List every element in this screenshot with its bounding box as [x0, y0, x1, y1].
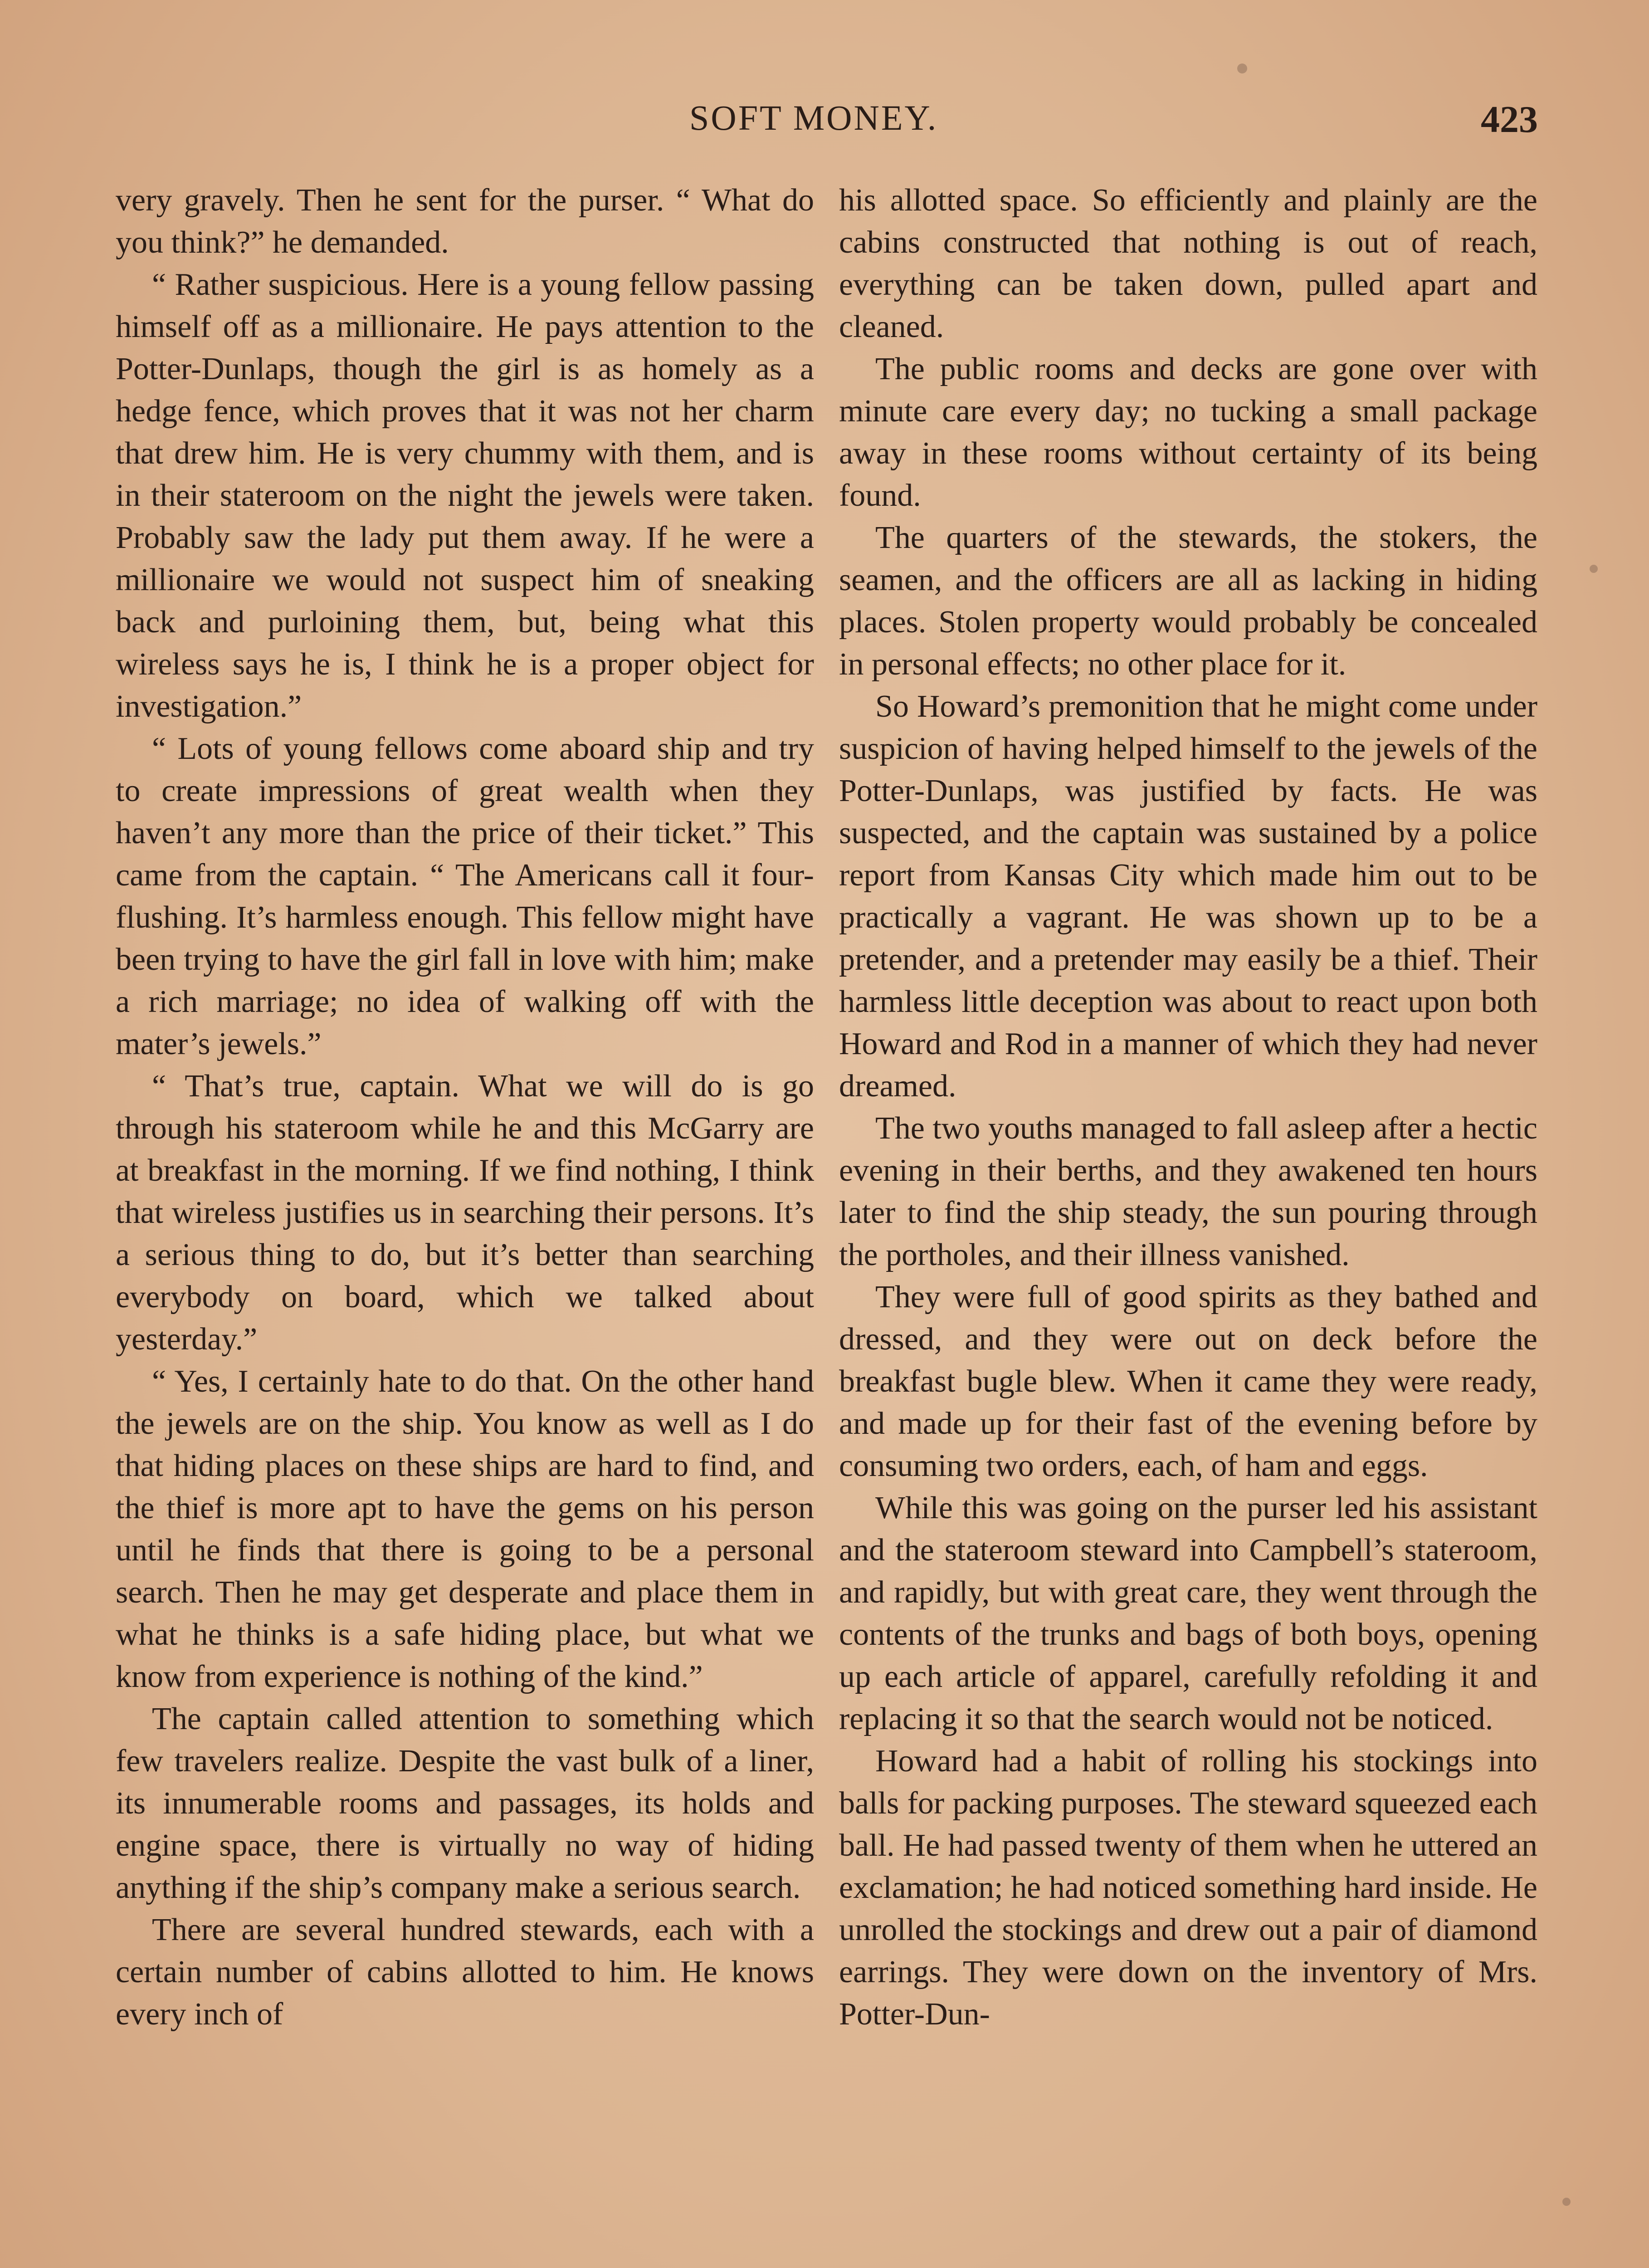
- paper-speck: [1237, 64, 1247, 73]
- paragraph: While this was going on the purser led his assistant and the stateroom steward into Campbell’s stateroom, and rapidly, but with great care, they went through the contents of the trunks and bags of both boys, opening up each article of apparel, carefully refolding it and replacing it so that the search would not be noticed.: [839, 1491, 1537, 1736]
- paragraph: The quarters of the stewards, the stokers, the seamen, and the officers are all as lacking in hiding places. Stolen property would probably be concealed in personal effects; no other place for it.: [839, 520, 1537, 682]
- paragraph: Howard had a habit of rolling his stockings into balls for packing purposes. The steward squeezed each ball. He had passed twenty of them when he uttered an exclamation; he had noticed something hard inside. He unrolled the stockings and drew out a pair of diamond earrings. They were down on the inventory of Mrs. Potter-Dun-: [839, 1744, 1537, 2032]
- paragraph: “ That’s true, captain. What we will do is go through his stateroom while he and this McGarry are at breakfast in the morning. If we find nothing, I think that wireless justifies us in searching their persons. It’s a serious thing to do, but it’s better than searching everybody on board, which we talked about yesterday.”: [116, 1069, 814, 1357]
- paragraph: “ Rather suspicious. Here is a young fellow passing himself off as a millionaire. He pays attention to the Potter-Dunlaps, though the girl is as homely as a hedge fence, which proves that it was not her charm that drew him. He is very chummy with them, and is in their stateroom on the night the jewels were taken. Probably saw the lady put them away. If he were a millionaire we would not suspect him of sneaking back and purloining them, but, being what this wireless says he is, I think he is a proper object for investigation.”: [116, 267, 814, 724]
- paragraph: his allotted space. So efficiently and plainly are the cabins constructed that nothing is out of reach, everything can be taken down, pulled apart and cleaned.: [839, 183, 1537, 344]
- paragraph: The captain called attention to something which few travelers realize. Despite the vast bulk of a liner, its innumerable rooms and passages, its holds and engine space, there is virtually no way of hiding anything if the ship’s company make a serious search.: [116, 1701, 814, 1905]
- paper-speck: [1562, 2198, 1571, 2206]
- left-column: [116, 179, 814, 2035]
- paragraph: “ Yes, I certainly hate to do that. On the other hand the jewels are on the ship. You know as well as I do that hiding places on these ships are hard to find, and the thief is more apt to have the gems on his person until he finds that there is going to be a personal search. Then he may get desperate and place them in what he thinks is a safe hiding place, but what we know from experience is nothing of the kind.”: [116, 1364, 814, 1694]
- right-column: [839, 179, 1537, 2035]
- paragraph: There are several hundred stewards, each with a certain number of cabins allotted to him. He knows every inch of: [116, 1912, 814, 2032]
- paragraph: “ Lots of young fellows come aboard ship and try to create impressions of great wealth when they haven’t any more than the price of their ticket.” This came from the captain. “ The Americans call it four-flushing. It’s harmless enough. This fellow might have been trying to have the girl fall in love with him; make a rich marriage; no idea of walking off with the mater’s jewels.”: [116, 731, 814, 1061]
- paper-speck: [1590, 565, 1598, 573]
- page-header: [0, 98, 1649, 147]
- paragraph: The public rooms and decks are gone over with minute care every day; no tucking a small package away in these rooms without certainty of its being found.: [839, 352, 1537, 513]
- page-number: 423: [1481, 98, 1538, 141]
- running-title: SOFT MONEY.: [689, 98, 938, 137]
- paragraph: So Howard’s premonition that he might come under suspicion of having helped himself to the jewels of the Potter-Dunlaps, was justified by facts. He was suspected, and the captain was sustained by a police report from Kansas City which made him out to be practically a vagrant. He was shown up to be a pretender, and a pretender may easily be a thief. Their harmless little deception was about to react upon both Howard and Rod in a manner of which they had never dreamed.: [839, 689, 1537, 1104]
- paragraph: They were full of good spirits as they bathed and dressed, and they were out on deck before the breakfast bugle blew. When it came they were ready, and made up for their fast of the evening before by consuming two orders, each, of ham and eggs.: [839, 1280, 1537, 1483]
- paragraph: very gravely. Then he sent for the purser. “ What do you think?” he demanded.: [116, 183, 814, 260]
- paragraph: The two youths managed to fall asleep after a hectic evening in their berths, and they awakened ten hours later to find the ship steady, the sun pouring through the portholes, and their illness vanished.: [839, 1111, 1537, 1272]
